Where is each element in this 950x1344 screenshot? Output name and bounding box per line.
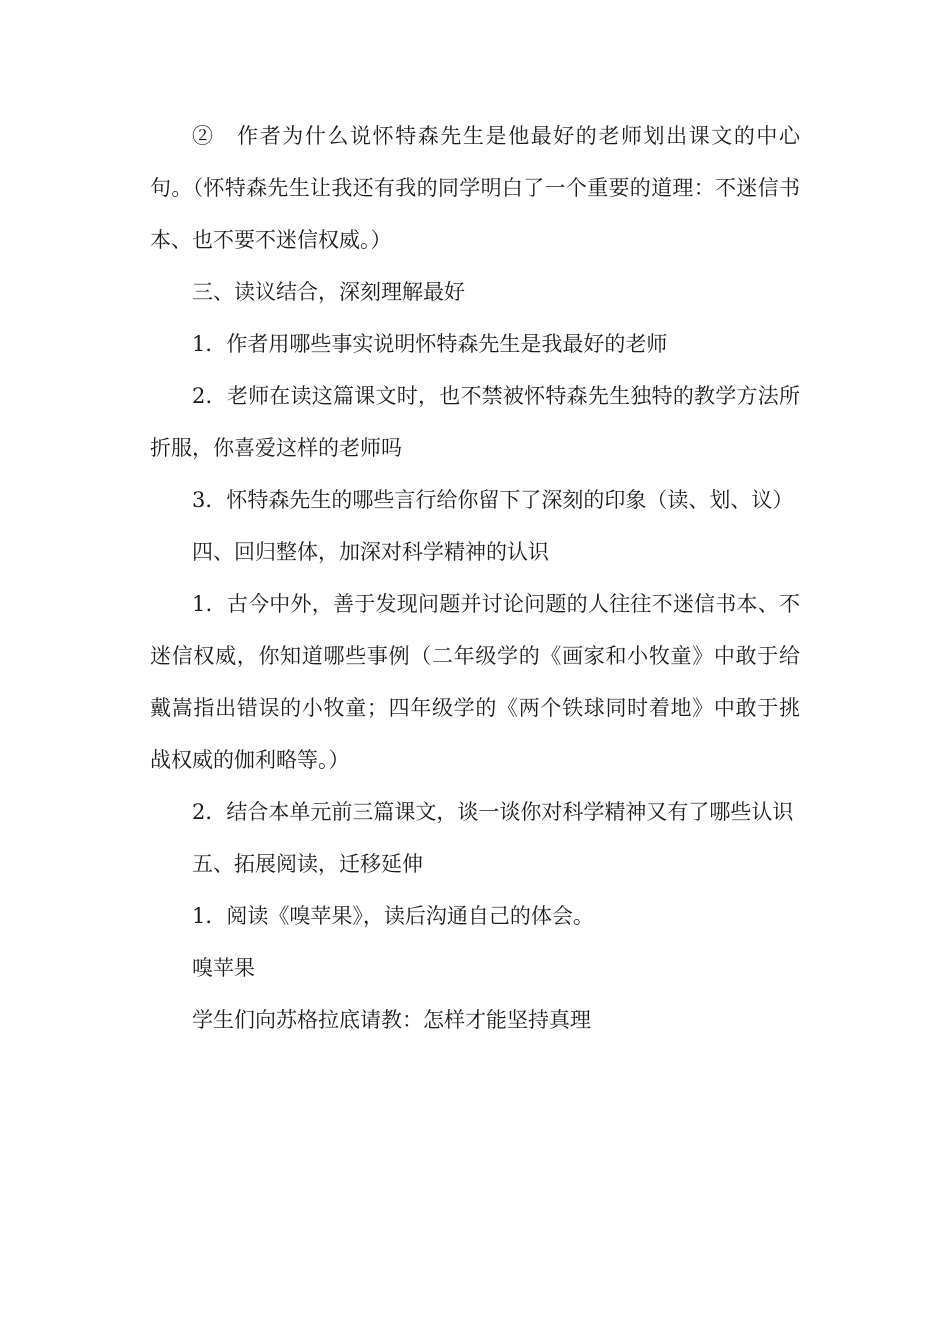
document-body xyxy=(150,110,800,1046)
question-item: 2．结合本单元前三篇课文，谈一谈你对科学精神又有了哪些认识 xyxy=(192,800,794,824)
question-item: 2．老师在读这篇课文时，也不禁被怀特森先生独特的教学方法所折服，你喜爱这样的老师吗 xyxy=(150,384,800,460)
heading-section-four: 四、回归整体，加深对科学精神的认识 xyxy=(192,540,549,564)
reading-title: 嗅苹果 xyxy=(192,956,255,980)
paragraph-author-reason: ② 作者为什么说怀特森先生是他最好的老师划出课文的中心句。（怀特森先生让我还有我的同学明白了一个重要的道理：不迷信书本、也不要不迷信权威。） xyxy=(150,124,800,252)
question-item: 1．阅读《嗅苹果》，读后沟通自己的体会。 xyxy=(192,904,594,928)
question-item: 3．怀特森先生的哪些言行给你留下了深刻的印象（读、划、议） xyxy=(192,488,794,512)
question-item: 1．古今中外，善于发现问题并讨论问题的人往往不迷信书本、不迷信权威，你知道哪些事例（二年级学的《画家和小牧童》中敢于给戴嵩指出错误的小牧童；四年级学的《两个铁球同时着地》中敢于挑战权威的伽利略等。） xyxy=(150,592,800,772)
question-item: 1．作者用哪些事实说明怀特森先生是我最好的老师 xyxy=(192,332,668,356)
heading-section-three: 三、读议结合，深刻理解最好 xyxy=(192,280,465,304)
heading-section-five: 五、拓展阅读，迁移延伸 xyxy=(192,852,423,876)
reading-text: 学生们向苏格拉底请教：怎样才能坚持真理 xyxy=(192,1008,591,1032)
